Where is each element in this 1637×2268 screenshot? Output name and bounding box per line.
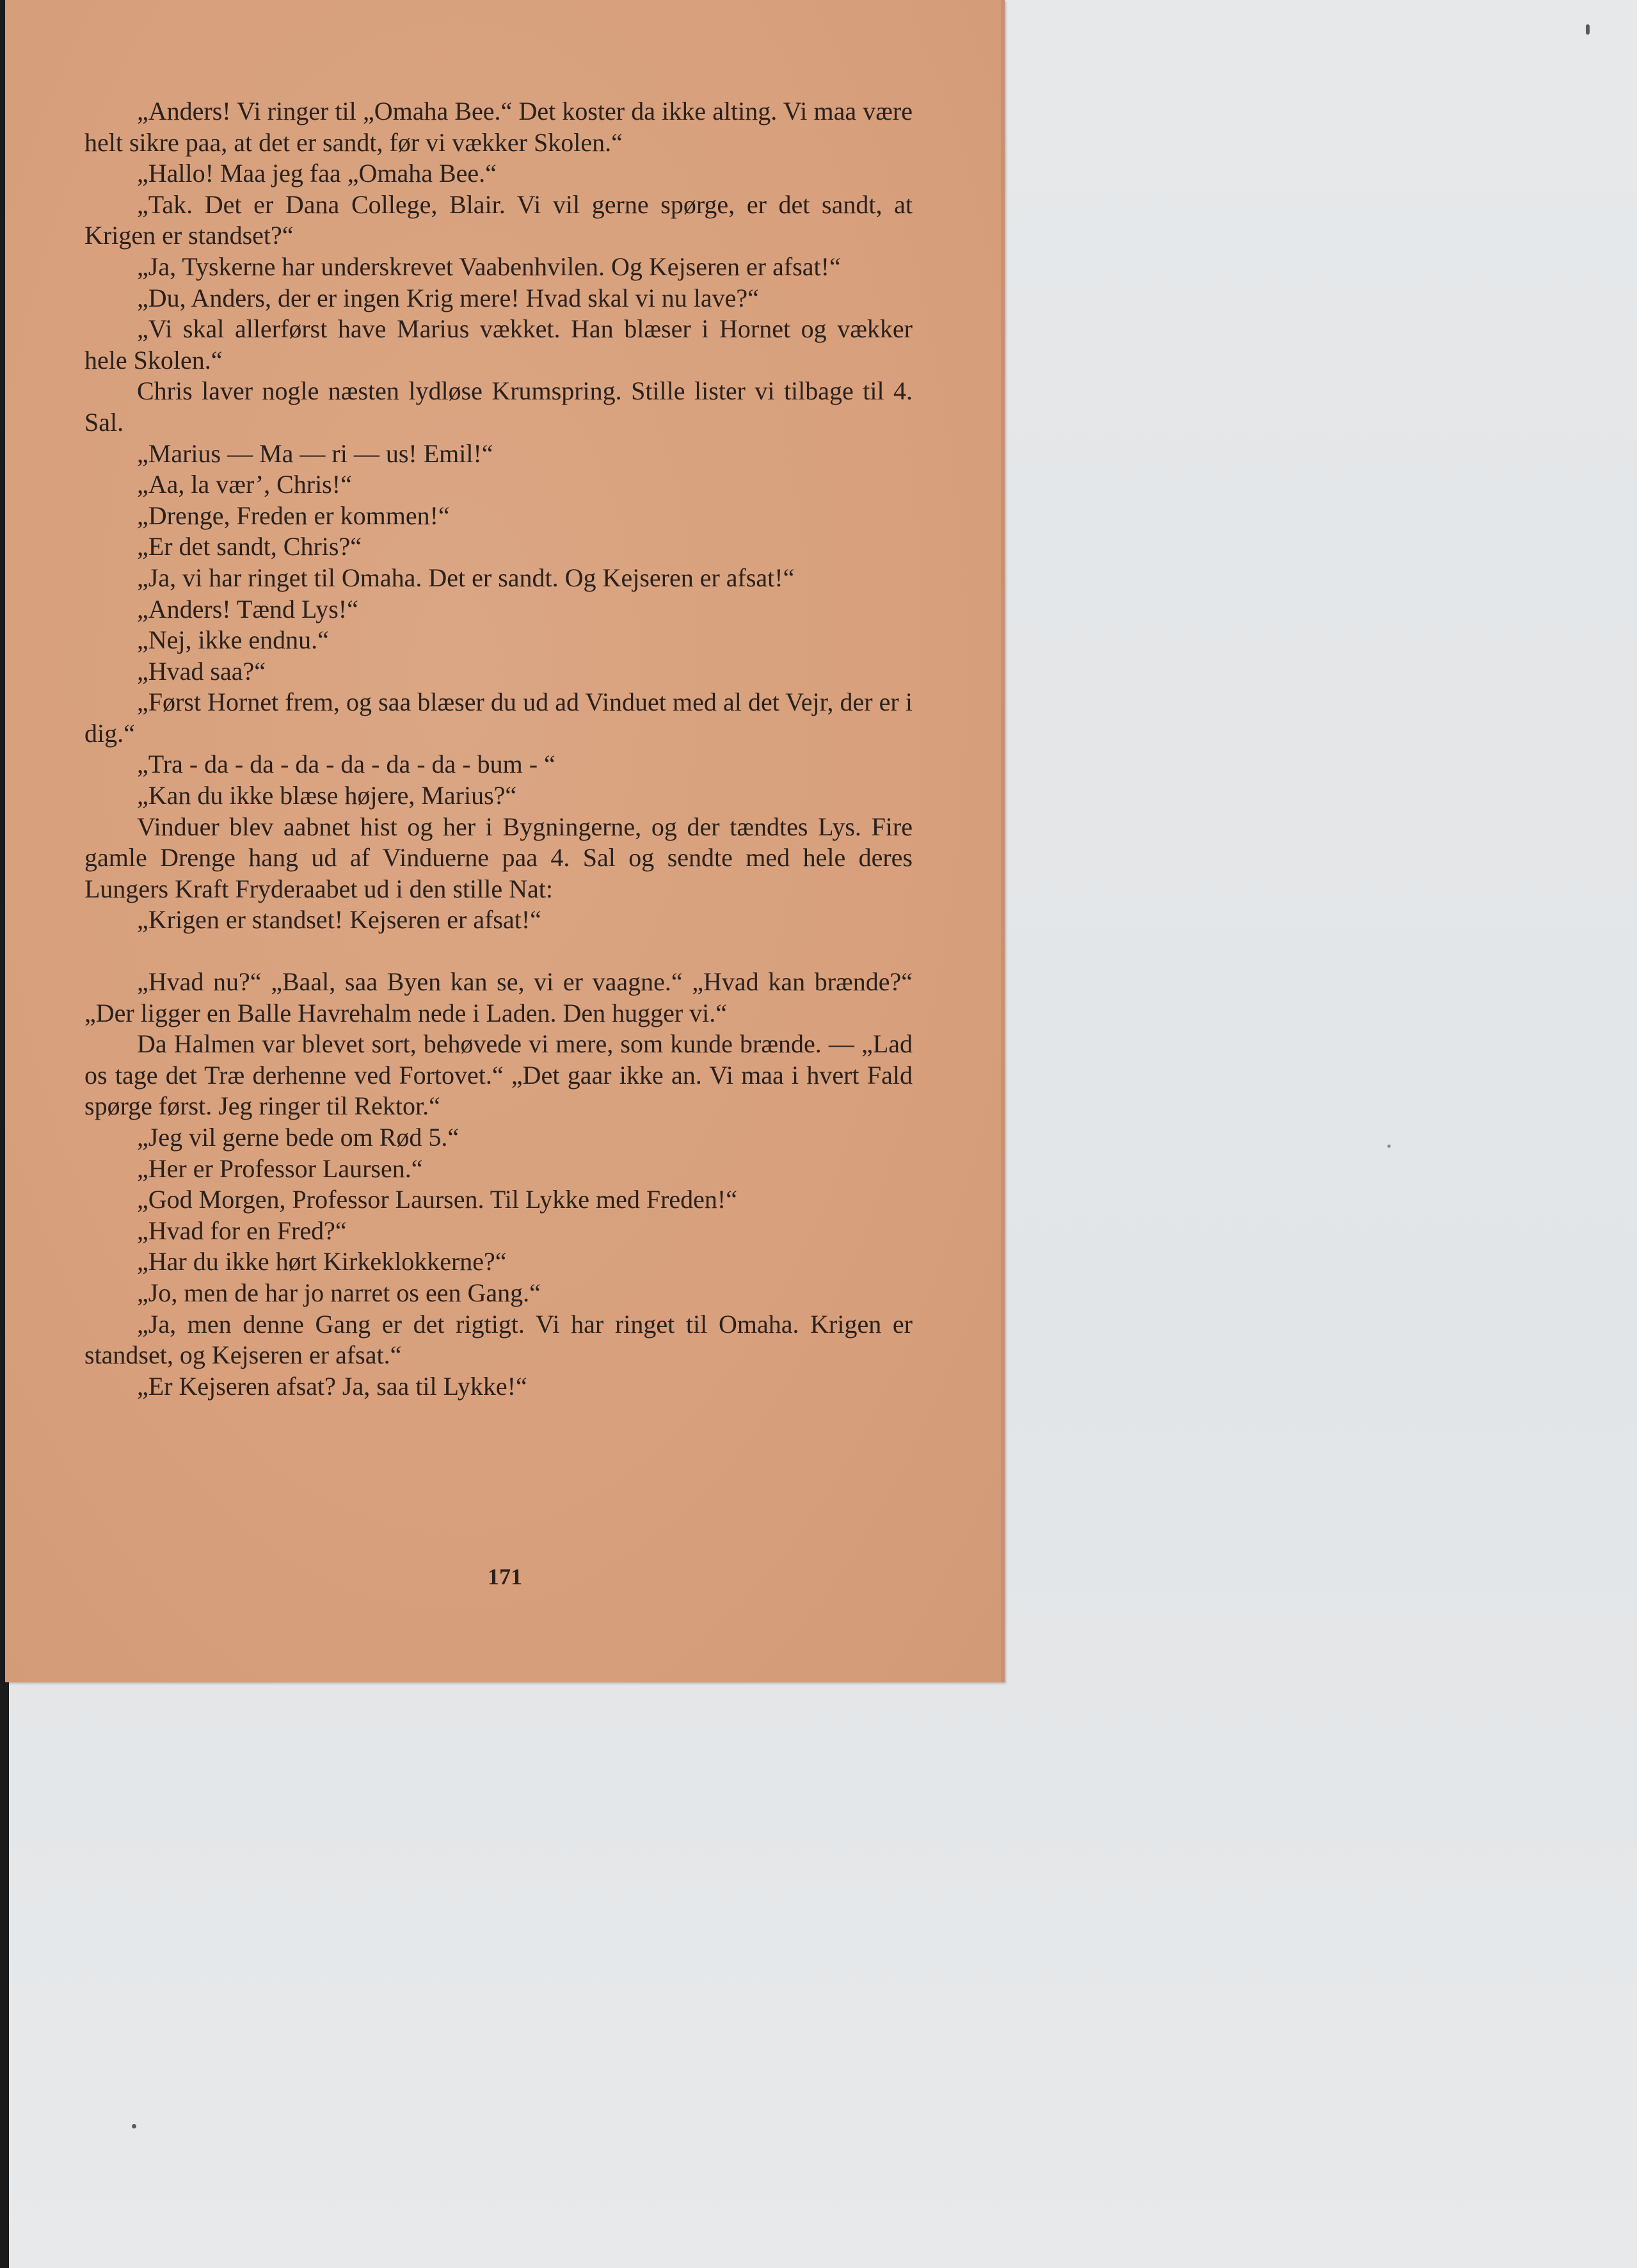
dust-speck: [132, 2124, 136, 2128]
paragraph-14: „Nej, ikke endnu.“: [137, 625, 329, 655]
paragraph-25: „God Morgen, Professor Laursen. Til Lykke med Freden!“: [137, 1185, 738, 1214]
paragraph-20: „Krigen er standset! Kejseren er afsat!“: [137, 905, 541, 935]
paragraph-10: „Drenge, Freden er kommen!“: [137, 501, 450, 530]
paragraph-15: „Hvad saa?“: [137, 656, 266, 686]
paragraph-7: Chris laver nogle næsten lydløse Krumspring. Stille lister vi tilbage til 4. Sal.: [84, 376, 913, 437]
paragraph-5: „Du, Anders, der er ingen Krig mere! Hvad skal vi nu lave?“: [137, 283, 759, 312]
paragraph-3: „Tak. Det er Dana College, Blair. Vi vil gerne spørge, er det sandt, at Krigen er standset?“: [84, 189, 913, 250]
paragraph-1: „Anders! Vi ringer til „Omaha Bee.“ Det koster da ikke alting. Vi maa være helt sikre paa, at det er sandt, før vi vækker Skolen.“: [84, 97, 913, 157]
page-text: [84, 96, 913, 1402]
paragraph-11: „Er det sandt, Chris?“: [137, 532, 362, 561]
paragraph-12: „Ja, vi har ringet til Omaha. Det er sandt. Og Kejseren er afsat!“: [137, 563, 795, 592]
page-number: 171: [488, 1564, 522, 1589]
paragraph-2: „Hallo! Maa jeg faa „Omaha Bee.“: [137, 159, 497, 188]
paragraph-16: „Først Hornet frem, og saa blæser du ud ad Vinduet med al det Vejr, der er i dig.“: [84, 688, 913, 748]
paragraph-28: „Jo, men de har jo narret os een Gang.“: [137, 1278, 541, 1307]
page-edge: [1001, 0, 1005, 1682]
section-break: [84, 936, 913, 967]
paragraph-22: Da Halmen var blevet sort, behøvede vi mere, som kunde brænde. — „Lad os tage det Træ derhenne ved Fortovet.“ „Det gaar ikke an. Vi maa i hvert Fald spørge først. Jeg ringer til Rektor.“: [84, 1029, 913, 1121]
paragraph-23: „Jeg vil gerne bede om Rød 5.“: [137, 1123, 459, 1152]
paragraph-26: „Hvad for en Fred?“: [137, 1216, 347, 1245]
paragraph-9: „Aa, la vær’, Chris!“: [137, 470, 352, 499]
paragraph-27: „Har du ikke hørt Kirkeklokkerne?“: [137, 1247, 507, 1276]
paragraph-4: „Ja, Tyskerne har underskrevet Vaabenhvilen. Og Kejseren er afsat!“: [137, 252, 841, 281]
paragraph-8: „Marius — Ma — ri — us! Emil!“: [137, 438, 493, 468]
paragraph-6: „Vi skal allerførst have Marius vækket. Han blæser i Hornet og vækker hele Skolen.“: [84, 314, 913, 374]
paragraph-29: „Ja, men denne Gang er det rigtigt. Vi har ringet til Omaha. Krigen er standset, og Kejseren er afsat.“: [84, 1309, 913, 1370]
book-page: [5, 0, 1005, 1682]
paragraph-17: „Tra - da - da - da - da - da - da - bum - “: [137, 750, 555, 779]
dust-speck: [1586, 24, 1590, 35]
paragraph-19: Vinduer blev aabnet hist og her i Bygningerne, og der tændtes Lys. Fire gamle Drenge hang ud af Vinduerne paa 4. Sal og sendte med hele deres Lungers Kraft Fryderaabet ud i den stille Nat:: [84, 812, 913, 903]
paragraph-30: „Er Kejseren afsat? Ja, saa til Lykke!“: [137, 1371, 527, 1401]
paragraph-18: „Kan du ikke blæse højere, Marius?“: [137, 781, 517, 810]
paragraph-21: „Hvad nu?“ „Baal, saa Byen kan se, vi er vaagne.“ „Hvad kan brænde?“ „Der ligger en Balle Havrehalm nede i Laden. Den hugger vi.“: [84, 967, 913, 1027]
paragraph-13: „Anders! Tænd Lys!“: [137, 594, 358, 623]
paragraph-24: „Her er Professor Laursen.“: [137, 1154, 423, 1183]
dust-speck: [1387, 1145, 1391, 1148]
